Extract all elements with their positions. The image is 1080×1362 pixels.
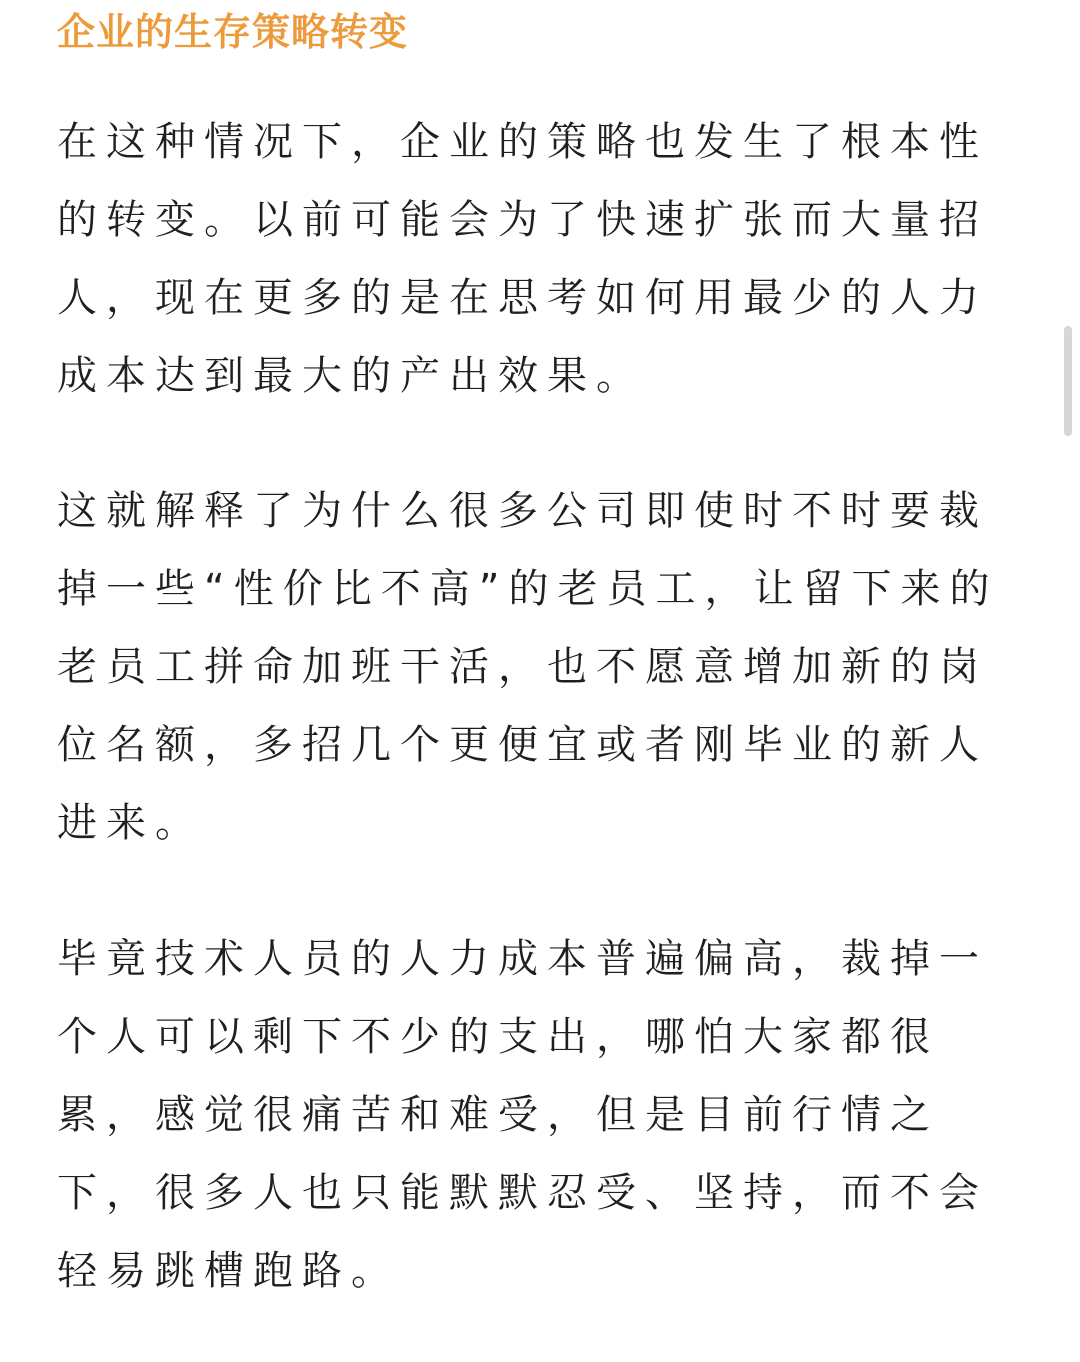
paragraph-3 xyxy=(57,920,987,1310)
paragraph-line: 下，很多人也只能默默忍受、坚持，而不会 xyxy=(57,1170,988,1216)
paragraph-line: 进来。 xyxy=(57,800,204,846)
paragraph-line: 这就解释了为什么很多公司即使时不时要裁 xyxy=(57,488,988,534)
paragraph-line: 在这种情况下，企业的策略也发生了根本性 xyxy=(57,119,988,165)
paragraph-line: 个人可以剩下不少的支出，哪怕大家都很 xyxy=(57,1014,939,1060)
paragraph-line: 位名额，多招几个更便宜或者刚毕业的新人 xyxy=(57,722,988,768)
article xyxy=(57,0,999,1310)
scrollbar-thumb[interactable] xyxy=(1064,326,1072,436)
paragraph-line: 累，感觉很痛苦和难受，但是目前行情之 xyxy=(57,1092,939,1138)
paragraph-line: 成本达到最大的产出效果。 xyxy=(57,353,645,399)
paragraph-line: 轻易跳槽跑路。 xyxy=(57,1248,400,1294)
paragraph-line: 的转变。以前可能会为了快速扩张而大量招 xyxy=(57,197,988,243)
paragraph-line: 毕竟技术人员的人力成本普遍偏高，裁掉一 xyxy=(57,936,988,982)
paragraph-1 xyxy=(57,103,987,415)
paragraph-line: 老员工拼命加班干活，也不愿意增加新的岗 xyxy=(57,644,988,690)
paragraph-line: 掉一些“性价比不高”的老员工，让留下来的 xyxy=(57,566,999,612)
paragraph-2 xyxy=(57,472,999,862)
paragraph-line: 人，现在更多的是在思考如何用最少的人力 xyxy=(57,275,988,321)
section-heading: 企业的生存策略转变 xyxy=(57,10,409,54)
